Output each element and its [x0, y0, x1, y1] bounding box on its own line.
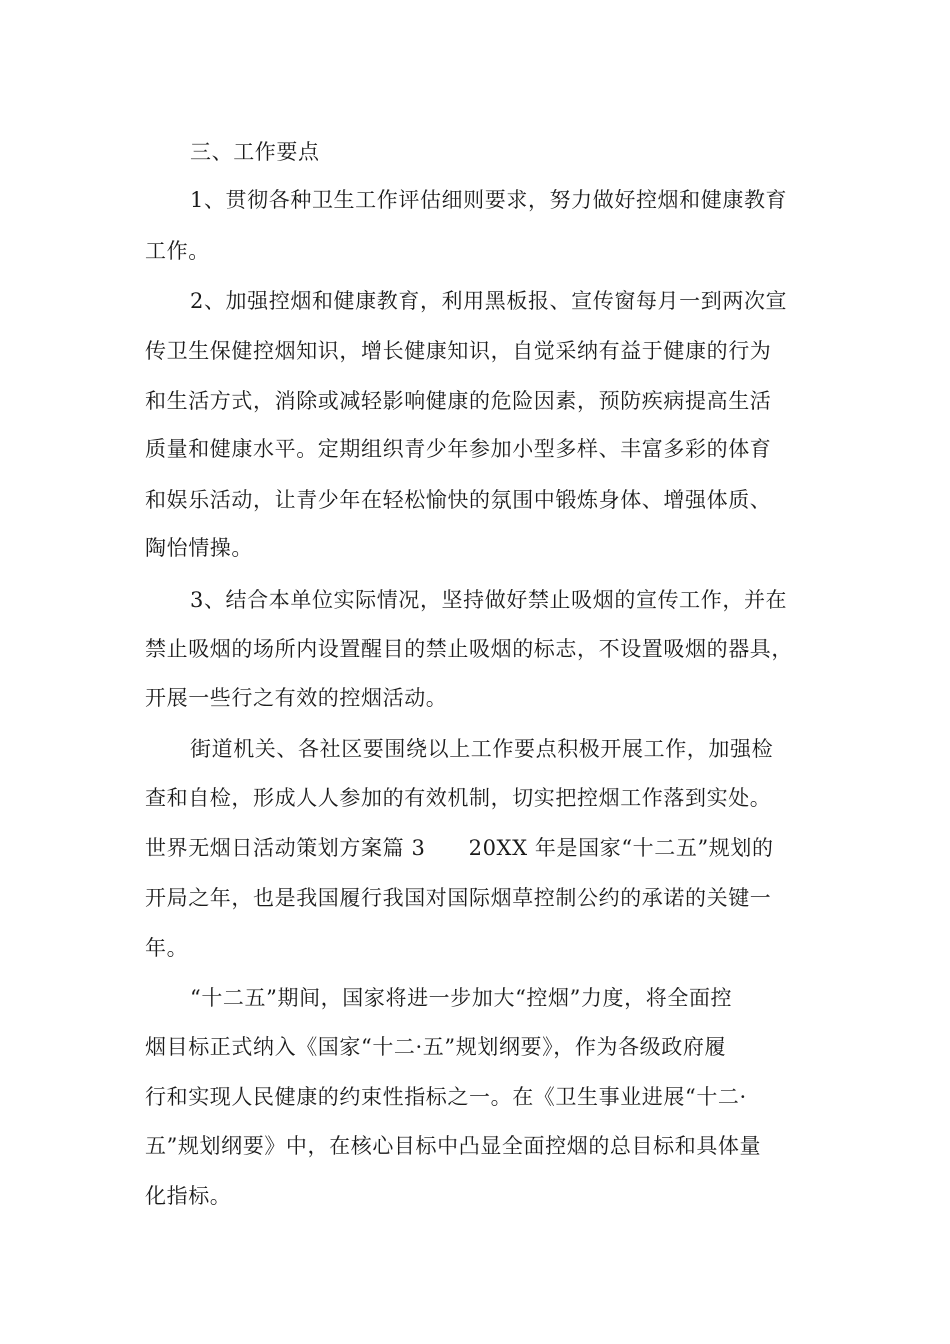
- text-line: 街道机关、各社区要围绕以上工作要点积极开展工作，加强检: [190, 737, 774, 761]
- text-line: “十二五”期间，国家将进一步加大“控烟”力度，将全面控: [190, 986, 733, 1010]
- text-line: 查和自检，形成人人参加的有效机制，切实把控烟工作落到实处。: [145, 786, 772, 810]
- text-line: 禁止吸烟的场所内设置醒目的禁止吸烟的标志，不设置吸烟的器具，: [145, 637, 793, 661]
- text-line: 化指标。: [145, 1184, 232, 1208]
- text-line: 1、贯彻各种卫生工作评估细则要求，努力做好控烟和健康教育: [190, 188, 788, 212]
- text-line: 和娱乐活动，让青少年在轻松愉快的氛围中锻炼身体、增强体质、: [145, 488, 772, 512]
- text-line: 2、加强控烟和健康教育，利用黑板报、宣传窗每月一到两次宣: [190, 289, 788, 313]
- text-line: 开展一些行之有效的控烟活动。: [145, 686, 448, 710]
- text-line: 工作。: [145, 239, 210, 263]
- text-line: 传卫生保健控烟知识，增长健康知识，自觉采纳有益于健康的行为: [145, 339, 772, 363]
- section-heading: 三、工作要点: [190, 140, 320, 164]
- text-line: 烟目标正式纳入《国家“十二·五”规划纲要》，作为各级政府履: [145, 1035, 727, 1059]
- text-line: 和生活方式，消除或减轻影响健康的危险因素，预防疾病提高生活: [145, 389, 772, 413]
- text-line: 陶怡情操。: [145, 536, 253, 560]
- text-line: 开局之年，也是我国履行我国对国际烟草控制公约的承诺的关键一: [145, 886, 772, 910]
- text-line: 五”规划纲要》中，在核心目标中凸显全面控烟的总目标和具体量: [145, 1134, 762, 1158]
- text-line: 质量和健康水平。定期组织青少年参加小型多样、丰富多彩的体育: [145, 437, 772, 461]
- text-line: 行和实现人民健康的约束性指标之一。在《卫生事业进展“十二·: [145, 1085, 747, 1109]
- text-line: 年。: [145, 936, 189, 960]
- text-line: 3、结合本单位实际情况，坚持做好禁止吸烟的宣传工作，并在: [190, 588, 788, 612]
- text-line: 世界无烟日活动策划方案篇 3 20XX 年是国家“十二五”规划的: [145, 836, 774, 860]
